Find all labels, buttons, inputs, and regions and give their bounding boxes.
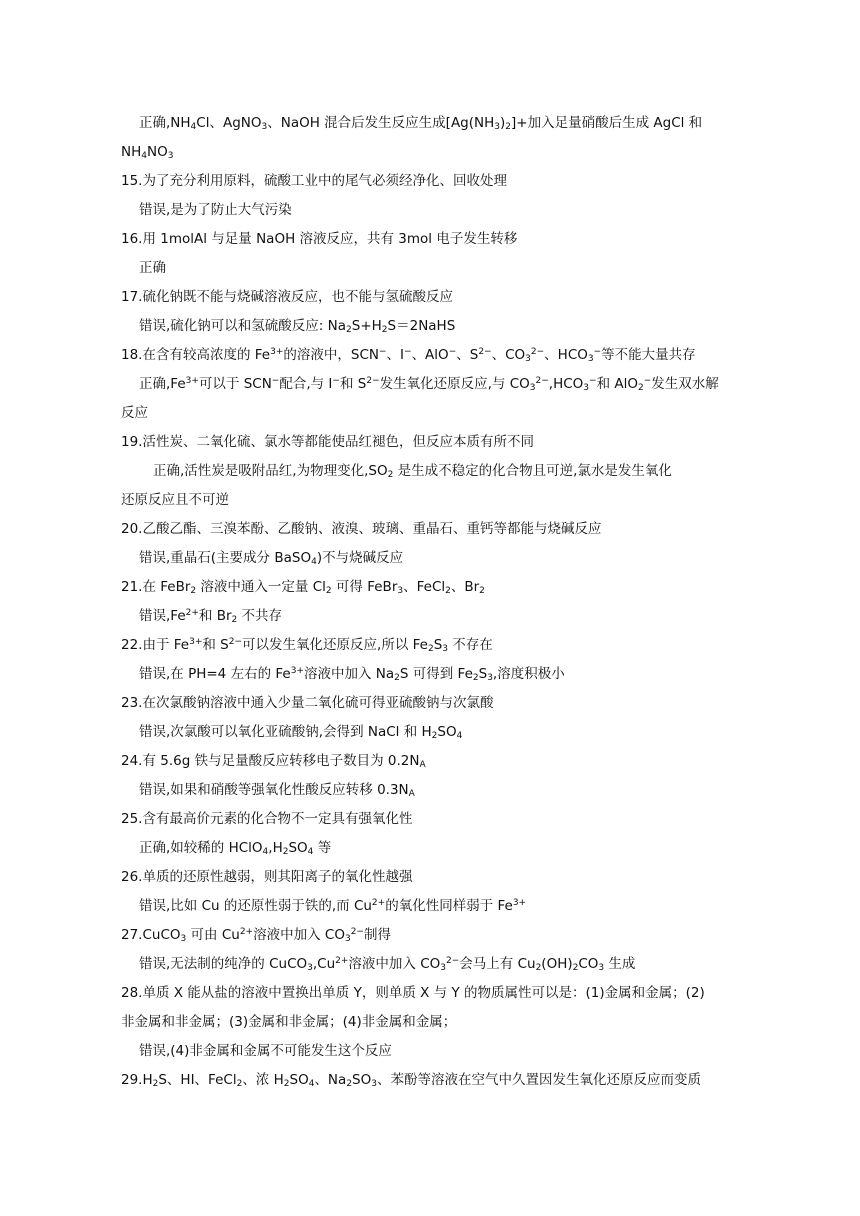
text-line: 错误,是为了防止大气污染 [139,202,292,218]
text-line: 正确$,Fe^{3+}$可以于 SCN−配合,与 I−和 $S^{2-}$发生氧化还原反应,与 $CO_3^{2-},HCO_3^-$和 AlO$_2$−发生双水解 [139,376,719,393]
text-line: 24.有 5.6g 铁与足量酸反应转移电子数目为 $0.2N_A$ [121,753,426,770]
text-line: 错误,比如 Cu 的还原性弱于铁的,而 $Cu^{2+}$的氧化性同样弱于 $Fe^{3+}$ [139,898,527,914]
document-body [121,109,746,1095]
text-line: 15.为了充分利用原料，硫酸工业中的尾气必须经净化、回收处理 [121,173,507,189]
text-line: 错误,次氯酸可以氧化亚硫酸钠,会得到 NaCl 和 $H_2SO_4$ [139,724,463,741]
text-line: 还原反应且不可逆 [121,492,229,508]
text-line: 21.在 FeBr$_2$ 溶液中通入一定量 $Cl_2$ 可得 FeBr$_3$、FeCl$_2$、$Br_2$ [121,579,485,596]
text-line: 20.乙酸乙酯、三溴苯酚、乙酸钠、液溴、玻璃、重晶石、重钙等都能与烧碱反应 [121,521,602,537]
text-line: 26.单质的还原性越弱，则其阳离子的氧化性越强 [121,869,413,885]
text-line: 18.在含有较高浓度的 $Fe^{3+}$的溶液中，SCN−、I−、AlO−、$S^{2-}$、$CO_3^{2-}$、$HCO_3^-$等不能大量共存 [121,347,696,364]
text-line: 非金属和非金属；(3)金属和非金属；(4)非金属和金属； [121,1014,457,1030]
text-line: $NH_4NO_3$ [121,144,174,161]
text-line: 错误$,Fe^{2+}$和 $Br_2$ 不共存 [139,608,283,625]
text-line: 反应 [121,405,148,421]
text-line: 16.用 1molAl 与足量 NaOH 溶液反应，共有 3mol 电子发生转移 [121,231,518,247]
text-line: 17.硫化钠既不能与烧碱溶液反应，也不能与氢硫酸反应 [121,289,453,305]
text-line: 正确 [139,260,166,276]
text-line: 错误,(4)非金属和金属不可能发生这个反应 [139,1043,392,1059]
text-line: 23.在次氯酸钠溶液中通入少量二氧化硫可得亚硫酸钠与次氯酸 [121,695,494,711]
text-line: 27.CuCO$_3$ 可由 $Cu^{2+}$溶液中加入 $CO_3^{2-}$制得 [121,927,391,944]
text-line: 错误,在 PH=4 左右的 $Fe^{3+}$溶液中加入 $Na_2S$ 可得到 $Fe_2S_3$,溶度积极小 [139,666,565,683]
text-line: 22.由于 $Fe^{3+}$和 $S^{2-}$可以发生氧化还原反应,所以 $Fe_2S_3$ 不存在 [121,637,493,654]
text-line: 正确,活性炭是吸附品红,为物理变化$,SO_2$ 是生成不稳定的化合物且可逆,氯水是发生氧化 [153,463,672,480]
text-line: 错误,硫化钠可以和氢硫酸反应: $Na_2S+H_2S=2NaHS$ [139,318,456,335]
text-line: 错误,无法制的纯净的 $CuCO_3,Cu^{2+}$溶液中加入 $CO_3^{2-}$会马上有 $Cu_2(OH)_2CO_3$ 生成 [139,956,636,973]
text-line: $29.H_2S$、HI、FeCl$_2$、浓 $H_2SO_4$、$Na_2SO_3$、苯酚等溶液在空气中久置因发生氧化还原反应而变质 [121,1072,701,1089]
text-line: 正确$,NH_4Cl$、AgNO$_3$、NaOH 混合后发生反应生成$[Ag(NH_3)_2]+$加入足量硝酸后生成 AgCl 和 [139,115,703,132]
text-line: 正确,如较稀的 $HClO_4,H_2SO_4$ 等 [139,840,332,857]
text-line: 错误,重晶石(主要成分 BaSO$_4$)不与烧碱反应 [139,550,404,567]
text-line: 28.单质 X 能从盐的溶液中置换出单质 Y，则单质 X 与 Y 的物质属性可以是：(1)金属和金属；(2) [121,985,705,1001]
text-line: 错误,如果和硝酸等强氧化性酸反应转移 $0.3N_A$ [139,782,415,799]
text-line: 25.含有最高价元素的化合物不一定具有强氧化性 [121,811,413,827]
text-line: 19.活性炭、二氧化硫、氯水等都能使品红褪色，但反应本质有所不同 [121,434,534,450]
